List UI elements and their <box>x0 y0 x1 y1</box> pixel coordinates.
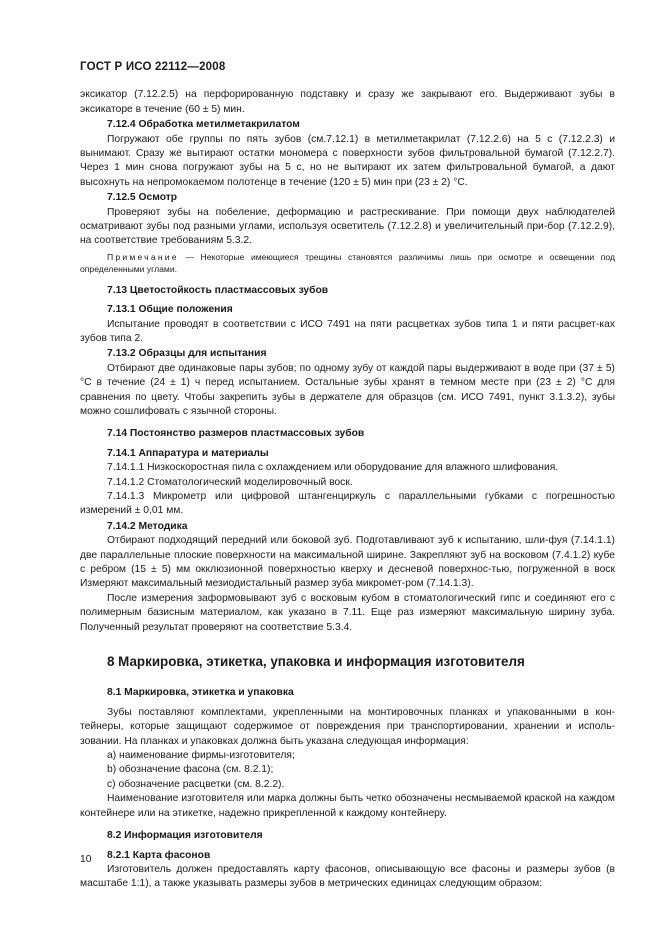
list-item: 7.14.1.2 Стоматологический моделировочный воск. <box>107 476 353 488</box>
subsection-heading: 7.12.4 Обработка метилметакрилатом <box>107 119 300 131</box>
paragraph: Испытание проводят в соответствии с ИСО 7491 на пяти расцветках зубов типа 1 и пяти расцвет-ках зубов типа 2. <box>80 318 615 344</box>
section-heading: 8.2 Информация изготовителя <box>107 830 263 842</box>
paragraph: Наименование изготовителя или марка должны быть четко обозначены несмываемой краской на каждом контейнере или на этикетке, надежно прикрепленной к каждому контейнеру. <box>80 793 615 819</box>
section-heading: 7.14 Постоянство размеров пластмассовых зубов <box>107 428 365 440</box>
note <box>80 251 615 276</box>
list-item: 7.14.1.1 Низкоскоростная пила с охлаждением или оборудование для влажного шлифования. <box>107 462 559 474</box>
paragraph: Отбирают две одинаковые пары зубов; по одному зубу от каждой пары выдерживают в воде при (37 ± 5) °С в течение (24 ± 1) ч перед испытанием. Остальные зубы хранят в темном месте при (23 ± 2) °С для сравнения по цвету. Чтобы закрепить зубы в держателе для образцов (см. ИСО 7491, пункт 3.1.3.2), зубы можно сошлифовать с язычной стороны. <box>80 362 615 417</box>
standard-header: ГОСТ Р ИСО 22112—2008 <box>80 61 226 73</box>
list-item: с) обозначение расцветки (см. 8.2.2). <box>107 778 285 790</box>
paragraph: Зубы поставляют комплектами, укрепленными на монтировочных планках и упакованными в кон-тейнеры, которые защищают содержимое от повреждения при транспортировании, хранении и исполь-зовании. На планках и упаковках должна быть указана следующая информация: <box>80 706 615 747</box>
paragraph: Отбирают подходящий передний или боковой зуб. Подготавливают зуб к испытанию, шли-фуя (7.14.1.1) две параллельные плоские поверхности на максимальной ширине. Закрепляют зуб на восковом (7.4.1.2) кубе с ребром (15 ± 5) мм окклюзионной поверхностью кверху и десневой поверхнос-тью, погруженной в воск Измеряют максимальный мезиодистальный размер зуба микромет-ром (7.14.1.3). <box>80 535 615 590</box>
paragraph: Проверяют зубы на побеление, деформацию и растрескивание. При помощи двух наблюдателей осматривают зубы под разными углами, используя осветитель (7.12.2.8) и увеличительный при-бор (7.12.2.9), на соответствие требованиям 5.3.2. <box>80 206 615 247</box>
list-item: b) обозначение фасона (см. 8.2.1); <box>107 764 274 776</box>
list-item: 7.14.1.3 Микрометр или цифровой штангенциркуль с параллельными губками с погрешностью измерений ± 0,01 мм. <box>80 490 615 517</box>
subsection-heading: 7.14.2 Методика <box>107 520 188 532</box>
note-label: Примечание <box>107 251 179 262</box>
chapter-heading: 8 Маркировка, этикетка, упаковка и информация изготовителя <box>107 654 525 670</box>
paragraph: эксикатор (7.12.2.5) на перфорированную подставку и сразу же закрывают его. Выдерживают зубы в эксикаторе в течение (60 ± 5) мин. <box>80 89 615 115</box>
note-text: — Некоторые имеющиеся трещины становятся различимы лишь при осмотре и освещении под определенными углами. <box>80 251 615 275</box>
list-item: а) наименование фирмы-изготовителя; <box>107 750 295 762</box>
subsection-heading: 7.13.2 Образцы для испытания <box>107 348 267 360</box>
section-heading: 7.13 Цветостойкость пластмассовых зубов <box>107 284 329 296</box>
subsection-heading: 7.12.5 Осмотр <box>107 192 178 204</box>
subsection-heading: 8.1 Маркировка, этикетка и упаковка <box>107 687 294 699</box>
paragraph: Изготовитель должен предоставлять карту фасонов, описывающую все фасоны и размеры зубов (в масштабе 1:1), а также указывать размеры зубов в метрических единицах следующим образом: <box>80 863 615 890</box>
paragraph: Погружают обе группы по пять зубов (см.7.12.1) в метилметакрилат (7.12.2.6) на 5 с (7.12.2.3) и вынимают. Сразу же вытирают остатки мономера с поверхности зубов фильтровальной бумагой (7.12.2.7). Через 1 мин снова погружают зубы на 5 с, но не вытирают их затем фильтровальной бумагой, а дают высохнуть на непромокаемом полотенце в течение (120 ± 5) мин при (23 ± 2) °С. <box>80 133 615 188</box>
subsection-heading: 8.2.1 Карта фасонов <box>107 849 211 861</box>
paragraph: После измерения заформовывают зуб с восковым кубом в стоматологический гипс и соединяют его с полимерным базисным материалом, как указано в 7.11. Еще раз измеряют максимальную ширину зуба. Полученный результат проверяют на соответствие 5.3.4. <box>80 592 615 633</box>
subsection-heading: 7.14.1 Аппаратура и материалы <box>107 447 269 459</box>
subsection-heading: 7.13.1 Общие положения <box>107 304 233 316</box>
page-number: 10 <box>80 854 92 865</box>
